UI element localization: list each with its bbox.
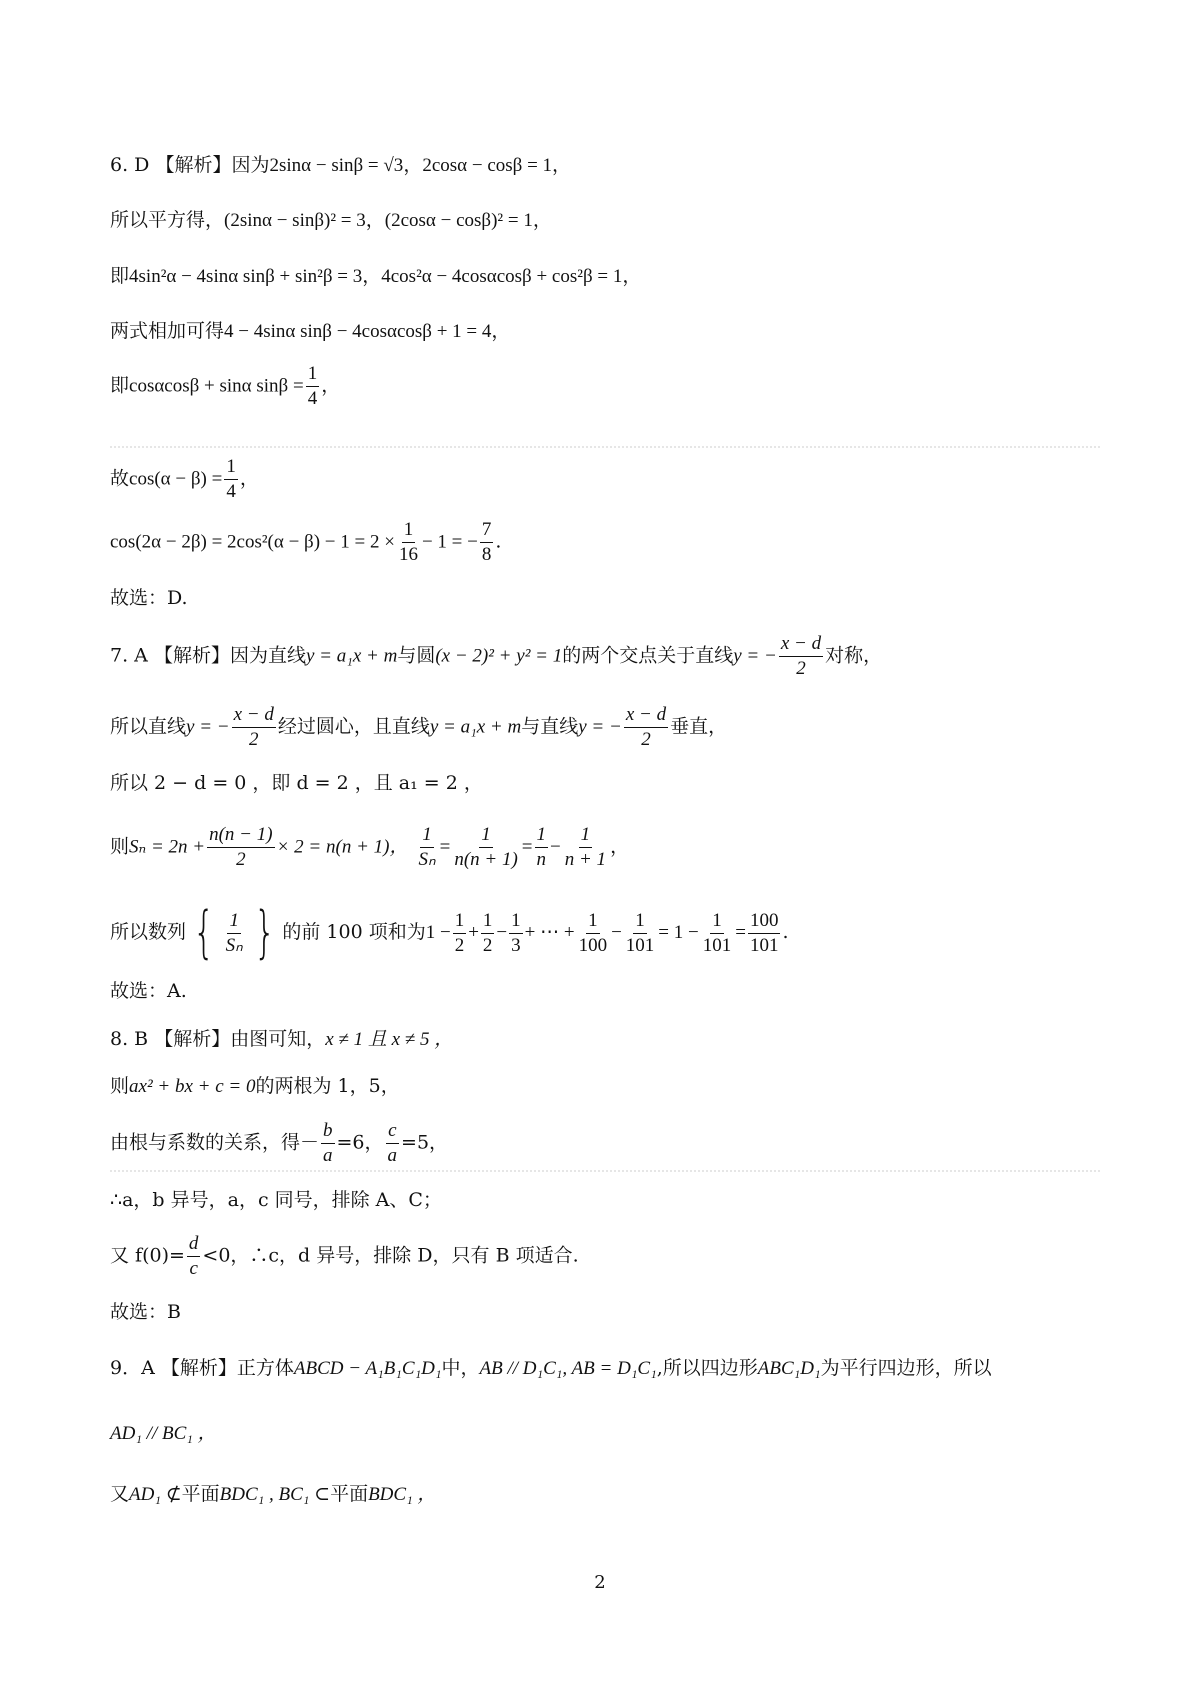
q8-l2-text-c: 的两根为 1，5， bbox=[255, 1075, 400, 1097]
q7-tag: 【解析】 bbox=[153, 644, 230, 667]
q7-l1-text-g: 对称， bbox=[825, 644, 883, 667]
q8-l3-text-a: 由根与系数的关系，得－ bbox=[110, 1131, 320, 1154]
q9-l1-quad: ABC₁D₁ bbox=[757, 1358, 821, 1379]
q9-line-1 bbox=[110, 1355, 992, 1382]
q6-l3-eq: 4sin²α − 4sinα sinβ + sin²β = 3，4cos²α − 4cosαcosβ + cos²β = 1， bbox=[129, 266, 642, 287]
q7-l4-fraction-1: $\frac{n(n - 1)}{2}$ bbox=[209, 824, 273, 870]
q8-l3-fraction-1: $\frac{b}{a}$ bbox=[323, 1120, 333, 1166]
q7-l5-eq-start: 1 − bbox=[425, 922, 451, 943]
q7-l1-text-c: 与圆 bbox=[397, 644, 436, 667]
q9-l2-eq: AD₁ // BC₁ ， bbox=[110, 1423, 217, 1444]
q7-l4-fraction-2: $\frac{1}{\text{Sₙ}}$ bbox=[418, 824, 436, 870]
q7-l5-text-b: 的前 100 项和为 bbox=[282, 921, 426, 943]
q9-l3-text-e: 平面 bbox=[330, 1483, 369, 1505]
q7-line-3: 所以 2 − d = 0 ，即 d = 2 ，且 a₁ = 2 ， bbox=[110, 772, 483, 794]
q7-l5-f1: $\frac{1}{2}$ bbox=[454, 909, 465, 956]
q7-l5-f7: $\frac{100}{101}$ bbox=[749, 909, 779, 956]
q8-line-5 bbox=[110, 1232, 579, 1281]
q7-l4-end: ， bbox=[610, 835, 630, 858]
q7-l4-equals-2: = bbox=[521, 836, 533, 858]
q7-l4-eq-sn: Sₙ = 2n + bbox=[129, 836, 206, 858]
q7-l1-text-e: 的两个交点关于直线 bbox=[562, 644, 734, 667]
q7-line-4: 则Sₙ = 2n + $\frac{n(n - 1)}{2}$ × 2 = n(n + 1)， $\frac{1}{\text{Sₙ}}$ = $\frac{1}{n(n + 1)}$ = $\frac{1}{n}$ − $\frac{1}{n + 1}$ ， bbox=[110, 824, 630, 870]
q6-l5-text: 即 bbox=[110, 374, 130, 397]
q8-line-3 bbox=[110, 1119, 448, 1168]
q6-l5-eq: cosαcosβ + sinα sinβ = bbox=[129, 375, 304, 397]
q7-line-1 bbox=[110, 632, 882, 681]
q6-line-6 bbox=[110, 455, 259, 504]
q7-l4-equals-1: = bbox=[439, 836, 451, 858]
divider bbox=[110, 446, 1100, 448]
q7-l5-f5: $\frac{1}{101}$ bbox=[625, 909, 655, 956]
q8-l1-eq: x ≠ 1 且 x ≠ 5 ， bbox=[325, 1029, 454, 1050]
q7-l2-text-a: 所以直线 bbox=[110, 715, 187, 738]
q7-l4-text-a: 则 bbox=[110, 835, 130, 858]
q9-tag: 【解析】 bbox=[160, 1357, 237, 1379]
q6-line-4 bbox=[110, 318, 510, 345]
q6-l3-text: 即 bbox=[110, 265, 130, 287]
q8-l3-fraction-2: $\frac{c}{a}$ bbox=[387, 1120, 398, 1166]
q7-l1-fraction: $\frac{x - d}{2}$ bbox=[780, 633, 822, 679]
q7-l5-end: . bbox=[782, 921, 789, 943]
q8-line-4: ∴a，b 异号，a，c 同号，排除 A、C； bbox=[110, 1189, 442, 1211]
q7-conclusion: 故选：A. bbox=[110, 980, 187, 1002]
q6-l7-fraction-1: $\frac{1}{16}$ bbox=[398, 519, 418, 565]
q7-l2-eq-line: y = a₁x + m bbox=[429, 716, 522, 738]
q9-l1-text-e: ,所以四边形 bbox=[656, 1357, 758, 1379]
q8-l2-eq: ax² + bx + c = 0 bbox=[129, 1076, 256, 1097]
q9-l1-text-a: 正方体 bbox=[236, 1357, 294, 1379]
divider bbox=[110, 1170, 1100, 1172]
q9-l3-eq-1: AD₁ ⊄ bbox=[129, 1484, 182, 1505]
q6-line-1 bbox=[110, 152, 571, 179]
q6-l2-eq: (2sinα − sinβ)² = 3，(2cosα − cosβ)² = 1， bbox=[224, 210, 552, 231]
q6-l7-end: . bbox=[495, 530, 502, 553]
q8-conclusion: 故选：B bbox=[110, 1301, 181, 1323]
q6-l5-end: ， bbox=[321, 374, 341, 397]
q7-l4-fraction-5: $\frac{1}{n + 1}$ bbox=[564, 824, 607, 870]
q7-l5-text-a: 所以数列 bbox=[110, 921, 187, 943]
q8-l5-fraction: $\frac{d}{c}$ bbox=[188, 1233, 199, 1279]
q7-l2-text-g: 垂直， bbox=[670, 715, 728, 738]
q6-l6-fraction: $\frac{1}{4}$ bbox=[226, 456, 236, 502]
q9-l1-text-c: 中， bbox=[441, 1357, 480, 1379]
q9-l1-cube: ABCD − A₁B₁C₁D₁ bbox=[293, 1358, 442, 1379]
q9-line-2 bbox=[110, 1420, 217, 1447]
q7-l4-eq-result: × 2 = n(n + 1)， bbox=[276, 836, 409, 858]
q8-tag: 【解析】 bbox=[154, 1028, 231, 1050]
q6-l4-eq: 4 − 4sinα sinβ − 4cosαcosβ + 1 = 4 bbox=[224, 321, 492, 342]
q9-l3-text-c: 平面 bbox=[181, 1483, 220, 1505]
q6-line-3 bbox=[110, 263, 641, 290]
q7-l4-fraction-4: $\frac{1}{n}$ bbox=[536, 824, 547, 870]
q6-l6-text: 故 bbox=[110, 467, 130, 490]
q7-head: 7. A bbox=[110, 644, 148, 667]
q7-l5-f4: $\frac{1}{100}$ bbox=[578, 909, 608, 956]
q6-tag: 【解析】 bbox=[155, 154, 232, 176]
q8-line-1 bbox=[110, 1026, 453, 1053]
q9-line-3 bbox=[110, 1481, 436, 1508]
q7-l4-fraction-3: $\frac{1}{n(n + 1)}$ bbox=[454, 824, 518, 870]
q7-l5-f2: $\frac{1}{2}$ bbox=[482, 909, 493, 956]
q8-l3-text-b: =6， bbox=[336, 1131, 384, 1154]
q7-l1-eq-y: y = − bbox=[733, 645, 777, 667]
q8-l1-text: 由图可知， bbox=[230, 1028, 326, 1050]
q7-l5-eq1: = 1 − bbox=[658, 922, 699, 943]
q7-l5-fraction-seq: 1 Sₙ bbox=[225, 909, 243, 956]
q8-l5-text-b: <0，∴c，d 异号，排除 D，只有 B 项适合. bbox=[202, 1244, 579, 1267]
q6-head: 6. D bbox=[110, 154, 150, 176]
q7-l5-f6: $\frac{1}{101}$ bbox=[702, 909, 732, 956]
q6-conclusion: 故选：D. bbox=[110, 587, 188, 609]
q9-l3-text-a: 又 bbox=[110, 1483, 130, 1505]
q7-l2-eq-y1: y = − bbox=[186, 716, 230, 738]
q6-l6-eq: cos(α − β) = bbox=[129, 468, 223, 490]
q9-l3-eq-2: BDC₁ , BC₁ ⊂ bbox=[219, 1484, 331, 1505]
q7-line-2 bbox=[110, 703, 727, 752]
q9-l1-eq: AB // D₁C₁, AB = D₁C₁ bbox=[479, 1358, 657, 1379]
q6-line-2 bbox=[110, 207, 552, 234]
q7-l5-dots: + ⋯ + bbox=[524, 922, 575, 943]
q8-l3-text-c: =5， bbox=[401, 1131, 449, 1154]
q6-l2-text: 所以平方得， bbox=[110, 209, 225, 231]
q7-l1-eq-circle: (x − 2)² + y² = 1 bbox=[435, 645, 563, 667]
q7-l2-fraction-2: $\frac{x - d}{2}$ bbox=[625, 704, 667, 750]
q7-l2-text-c: 经过圆心，且直线 bbox=[277, 715, 430, 738]
q8-l5-text-a: 又 f(0)= bbox=[110, 1244, 185, 1267]
q6-l7-fraction-2: $\frac{7}{8}$ bbox=[481, 519, 492, 565]
q6-l7-mid: − 1 = − bbox=[421, 531, 478, 553]
q6-l5-fraction: $\frac{1}{4}$ bbox=[307, 363, 318, 409]
q8-line-2 bbox=[110, 1073, 400, 1100]
q6-l7-eq: cos(2α − 2β) = 2cos²(α − β) − 1 = 2 × bbox=[110, 531, 395, 553]
q7-l5-f3: $\frac{1}{3}$ bbox=[511, 909, 521, 956]
page-number: 2 bbox=[594, 1572, 606, 1593]
q6-l1-text: 因为 bbox=[231, 154, 270, 176]
q7-line-5: 所以数列 { 1 Sₙ } 的前 100 项和为1 − $\frac{1}{2}$ + $\frac{1}{2}$ − $\frac{1}{3}$ + ⋯ + $\frac{1}{100}$ − $\frac{1}{101}$ = 1 − $\frac{1}{101}$ = $\frac{100}{101}$ . bbox=[110, 900, 789, 965]
q6-l1-eq1: 2sinα − sinβ = √3 bbox=[269, 155, 404, 176]
q7-l5-sequence: { 1 Sₙ } bbox=[193, 900, 276, 965]
q9-l1-text-g: 为平行四边形，所以 bbox=[820, 1357, 992, 1379]
q6-l6-end: ， bbox=[239, 467, 259, 490]
q6-line-5 bbox=[110, 362, 340, 411]
q8-l2-text-a: 则 bbox=[110, 1075, 130, 1097]
q6-l1-end: ， bbox=[552, 154, 572, 176]
q6-l4-text: 两式相加可得 bbox=[110, 320, 225, 342]
q9-head: 9．A bbox=[110, 1357, 155, 1379]
q7-l1-eq-line: y = a₁x + m bbox=[305, 645, 398, 667]
q8-head: 8. B bbox=[110, 1028, 149, 1050]
q7-l2-fraction-1: $\frac{x - d}{2}$ bbox=[233, 704, 274, 750]
q6-l1-eq2: 2cosα − cosβ = 1 bbox=[422, 155, 553, 176]
q9-l3-eq-3: BDC₁ ， bbox=[368, 1484, 437, 1505]
q7-l2-eq-y2: y = − bbox=[578, 716, 622, 738]
q6-l1-sep: ， bbox=[403, 154, 423, 176]
q7-l2-text-e: 与直线 bbox=[521, 715, 579, 738]
q6-l4-end: ， bbox=[491, 320, 511, 342]
q7-l1-text-a: 因为直线 bbox=[229, 644, 306, 667]
q6-line-7 bbox=[110, 518, 501, 567]
